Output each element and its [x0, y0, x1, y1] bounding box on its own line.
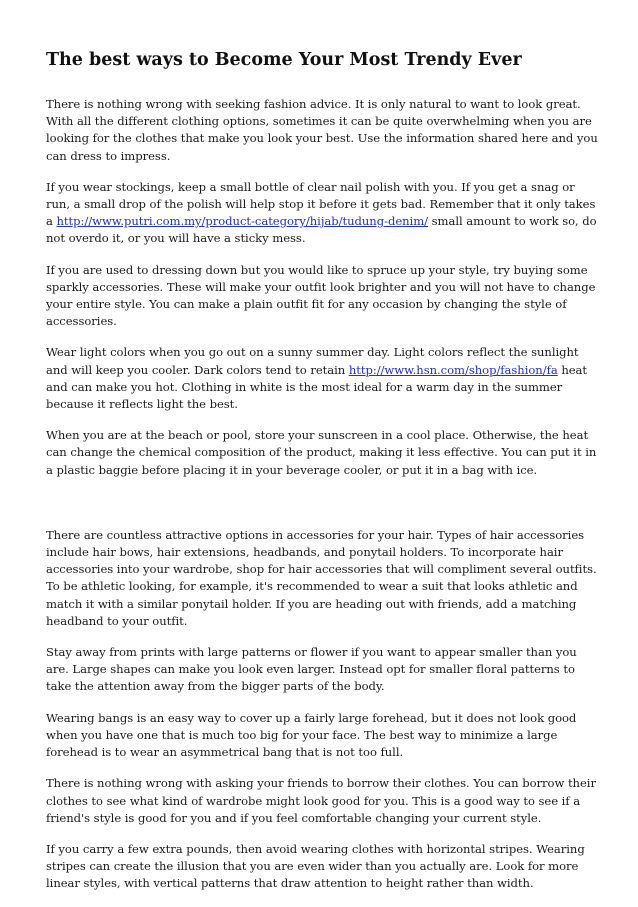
paragraph-bangs: Wearing bangs is an easy way to cover up a fairly large forehead, but it does not look good when you have one that is much too big for your face. The best way to minimize a large forehead is to wear an asymmetrical bang that is not too full.: [46, 710, 577, 760]
paragraph-hair-accessories: There are countless attractive options in accessories for your hair. Types of hair accessories include hair bows, hair extensions, headbands, and ponytail holders. To incorporate hair accessories into your wardrobe, shop for hair accessories that will compliment several outfits. To be athletic looking, for example, it's recommended to wear a suit that looks athletic and match it with a similar ponytail holder. If you are heading out with friends, add a matching headband to your outfit.: [46, 527, 597, 628]
paragraph-stripes: If you carry a few extra pounds, then avoid wearing clothes with horizontal stripes. Wearing stripes can create the illusion that you are even wider than you actually are. Look for more linear styles, with vertical patterns that draw attention to height rather than width.: [46, 841, 585, 891]
paragraph-text: small amount to work so, do not overdo it, or you will have a sticky mess.: [46, 214, 597, 246]
hsn-link[interactable]: http://www.hsn.com/shop/fashion/fa: [348, 362, 558, 377]
paragraph-light-colors: [46, 344, 598, 413]
paragraph-text: If you wear stockings, keep a small bottle of clear nail polish with you. If you get a snag or run, a small drop of the polish will help stop it before it gets bad. Remember that it only takes a: [46, 179, 596, 229]
putri-link[interactable]: http://www.putri.com.my/product-category/hijab/tudung-denim/: [56, 214, 429, 229]
paragraph-text: Wear light colors when you go out on a sunny summer day. Light colors reflect the sunlight and will keep you cooler. Dark colors tend to retain: [46, 345, 579, 377]
paragraph-accessories: If you are used to dressing down but you would like to spruce up your style, try buying some sparkly accessories. These will make your outfit look brighter and you will not have to change your entire style. You can make a plain outfit fit for any occasion by changing the style of accessories.: [46, 262, 596, 329]
document-page: [46, 48, 598, 907]
paragraph-stockings: [46, 179, 598, 248]
document-title: The best ways to Become Your Most Trendy Ever: [46, 50, 522, 70]
blank-space: [46, 493, 598, 527]
paragraph-prints: Stay away from prints with large patterns or flower if you want to appear smaller than you are. Large shapes can make you look even larger. Instead opt for smaller floral patterns to take the attention away from the bigger parts of the body.: [46, 645, 577, 694]
paragraph-text: heat and can make you hot. Clothing in white is the most ideal for a warm day in the summer because it reflects light the best.: [46, 362, 588, 412]
paragraph-fashion-advice: There is nothing wrong with seeking fashion advice. It is only natural to want to look great. With all the different clothing options, sometimes it can be quite overwhelming when you are looking for the clothes that make you look your best. Use the information shared here and you can dress to impress.: [46, 97, 598, 163]
paragraph-borrow-clothes: There is nothing wrong with asking your friends to borrow their clothes. You can borrow their clothes to see what kind of wardrobe might look good for you. This is a good way to see if a friend's style is good for you and if you feel comfortable changing your current style.: [46, 776, 596, 825]
paragraph-sunscreen: When you are at the beach or pool, store your sunscreen in a cool place. Otherwise, the heat can change the chemical composition of the product, making it less effective. You can put it in a plastic baggie before placing it in your beverage cooler, or put it in a bag with ice.: [46, 428, 597, 477]
